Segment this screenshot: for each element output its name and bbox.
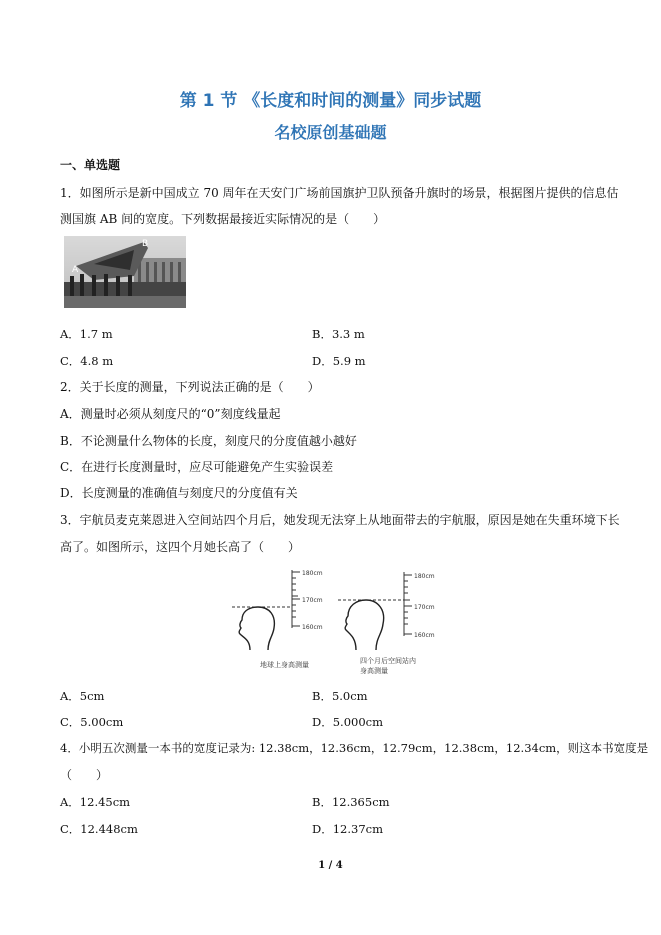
right-head-outline bbox=[345, 600, 383, 650]
left-ruler bbox=[292, 570, 323, 631]
q3-stem-line1: 3．宇航员麦克莱恩进入空间站四个月后，她发现无法穿上从地面带去的宇航服，原因是她在失重环境下长 bbox=[60, 513, 620, 527]
q2-option-d: D．长度测量的准确值与刻度尺的分度值有关 bbox=[60, 486, 298, 500]
photo-label-b: B bbox=[142, 239, 149, 249]
q4-option-c: C．12.448cm bbox=[60, 822, 138, 836]
section-heading: 一、单选题 bbox=[60, 158, 121, 172]
q4-option-a: A．12.45cm bbox=[60, 795, 131, 809]
q3-option-c: C．5.00cm bbox=[60, 715, 124, 729]
right-caption-2: 身高测量 bbox=[360, 667, 388, 675]
height-measurement-figure bbox=[228, 562, 438, 682]
q4-option-d: D．12.37cm bbox=[312, 822, 383, 836]
q2-option-a: A．测量时必须从刻度尺的“0”刻度线量起 bbox=[60, 407, 281, 421]
page-title: 第 1 节 《长度和时间的测量》同步试题 bbox=[179, 91, 482, 111]
flag-ceremony-photo bbox=[64, 236, 186, 308]
right-caption-1: 四个月后空间站内 bbox=[360, 657, 416, 665]
left-ruler-top: 180cm bbox=[302, 570, 323, 577]
right-ruler-mid: 170cm bbox=[414, 604, 435, 611]
q4-option-b: B．12.365cm bbox=[312, 795, 390, 809]
right-ruler-top: 180cm bbox=[414, 573, 435, 580]
page-subtitle: 名校原创基础题 bbox=[274, 123, 387, 142]
q3-option-d: D．5.000cm bbox=[312, 715, 383, 729]
q2-option-c: C．在进行长度测量时，应尽可能避免产生实验误差 bbox=[60, 460, 334, 474]
q1-stem-line2: 测国旗 AB 间的宽度。下列数据最接近实际情况的是（ ） bbox=[60, 212, 386, 226]
right-ruler-bottom: 160cm bbox=[414, 632, 435, 639]
q1-option-c: C．4.8 m bbox=[60, 354, 114, 368]
left-ruler-mid: 170cm bbox=[302, 597, 323, 604]
q2-stem: 2．关于长度的测量，下列说法正确的是（ ） bbox=[60, 380, 320, 394]
photo-label-a: A bbox=[72, 265, 79, 275]
right-ruler bbox=[404, 572, 435, 639]
q3-stem-line2: 高了。如图所示，这四个月她长高了（ ） bbox=[60, 540, 301, 554]
left-ruler-bottom: 160cm bbox=[302, 624, 323, 631]
q3-option-b: B．5.0cm bbox=[312, 689, 368, 703]
q2-option-b: B．不论测量什么物体的长度，刻度尺的分度值越小越好 bbox=[60, 434, 357, 448]
q1-option-a: A．1.7 m bbox=[60, 327, 113, 341]
q4-stem-line1: 4．小明五次测量一本书的宽度记录为: 12.38cm，12.36cm，12.79cm，12.38cm，12.34cm，则这本书宽度是 bbox=[60, 741, 649, 755]
q1-stem-line1: 1．如图所示是新中国成立 70 周年在天安门广场前国旗护卫队预备升旗时的场景，根据图片提供的信息估 bbox=[60, 186, 619, 200]
q4-stem-line2: （ ） bbox=[60, 768, 109, 782]
q1-option-d: D．5.9 m bbox=[312, 354, 366, 368]
left-head-outline bbox=[239, 607, 274, 650]
q1-option-b: B．3.3 m bbox=[312, 327, 365, 341]
q3-option-a: A．5cm bbox=[60, 689, 105, 703]
page-number: 1 / 4 bbox=[318, 860, 343, 871]
left-caption: 地球上身高测量 bbox=[260, 661, 309, 669]
